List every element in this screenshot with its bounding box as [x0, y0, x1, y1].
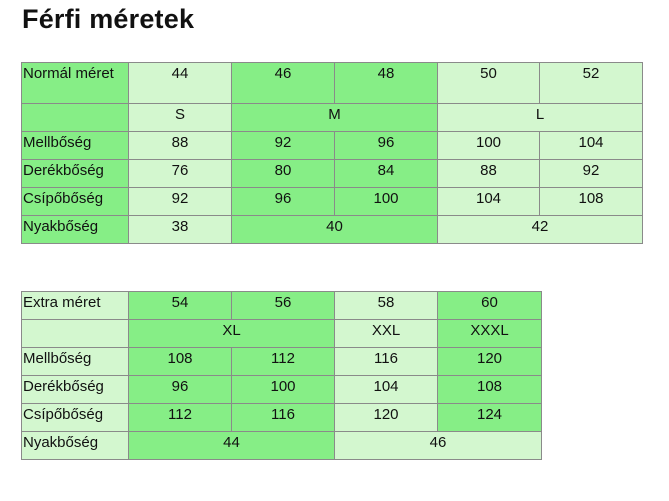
measurement-row — [22, 160, 643, 188]
value-cell: 104 — [540, 132, 643, 160]
value-cell: 112 — [232, 348, 335, 376]
letter-size-cell: XXXL — [438, 320, 542, 348]
size-cell: 54 — [129, 292, 232, 320]
letter-size-cell: L — [438, 104, 643, 132]
empty-label-cell — [22, 320, 129, 348]
empty-label-cell — [22, 104, 129, 132]
letter-size-cell: XL — [129, 320, 335, 348]
size-cell: 50 — [438, 63, 540, 104]
value-cell: 42 — [438, 216, 643, 244]
measurement-row — [22, 348, 542, 376]
page-title: Férfi méretek — [22, 4, 195, 34]
size-cell: 56 — [232, 292, 335, 320]
value-cell: 100 — [335, 188, 438, 216]
row-label: Csípőbőség — [22, 404, 129, 432]
row-label: Nyakbőség — [22, 216, 129, 244]
letter-size-row — [22, 104, 643, 132]
row-label: Normál méret — [22, 63, 129, 104]
value-cell: 100 — [438, 132, 540, 160]
size-cell: 44 — [129, 63, 232, 104]
value-cell: 116 — [335, 348, 438, 376]
value-cell: 88 — [438, 160, 540, 188]
value-cell: 108 — [540, 188, 643, 216]
letter-size-cell: S — [129, 104, 232, 132]
value-cell: 100 — [232, 376, 335, 404]
size-cell: 46 — [232, 63, 335, 104]
value-cell: 38 — [129, 216, 232, 244]
row-label: Csípőbőség — [22, 188, 129, 216]
size-cell: 52 — [540, 63, 643, 104]
normal-size-table — [21, 62, 643, 244]
value-cell: 120 — [438, 348, 542, 376]
value-cell: 104 — [335, 376, 438, 404]
size-cell: 58 — [335, 292, 438, 320]
value-cell: 108 — [129, 348, 232, 376]
row-label: Mellbőség — [22, 348, 129, 376]
row-label: Extra méret — [22, 292, 129, 320]
size-row — [22, 292, 542, 320]
neck-row — [22, 432, 542, 460]
measurement-row — [22, 404, 542, 432]
value-cell: 96 — [129, 376, 232, 404]
value-cell: 88 — [129, 132, 232, 160]
value-cell: 124 — [438, 404, 542, 432]
value-cell: 40 — [232, 216, 438, 244]
measurement-row — [22, 132, 643, 160]
value-cell: 44 — [129, 432, 335, 460]
measurement-row — [22, 376, 542, 404]
row-label: Derékbőség — [22, 376, 129, 404]
row-label: Nyakbőség — [22, 432, 129, 460]
size-row — [22, 63, 643, 104]
size-cell: 48 — [335, 63, 438, 104]
value-cell: 120 — [335, 404, 438, 432]
neck-row — [22, 216, 643, 244]
value-cell: 84 — [335, 160, 438, 188]
size-cell: 60 — [438, 292, 542, 320]
value-cell: 96 — [232, 188, 335, 216]
value-cell: 92 — [232, 132, 335, 160]
letter-size-cell: XXL — [335, 320, 438, 348]
letter-size-cell: M — [232, 104, 438, 132]
value-cell: 104 — [438, 188, 540, 216]
extra-size-table — [21, 291, 542, 460]
measurement-row — [22, 188, 643, 216]
value-cell: 80 — [232, 160, 335, 188]
value-cell: 92 — [540, 160, 643, 188]
value-cell: 96 — [335, 132, 438, 160]
value-cell: 92 — [129, 188, 232, 216]
value-cell: 112 — [129, 404, 232, 432]
value-cell: 76 — [129, 160, 232, 188]
row-label: Mellbőség — [22, 132, 129, 160]
value-cell: 46 — [335, 432, 542, 460]
value-cell: 116 — [232, 404, 335, 432]
value-cell: 108 — [438, 376, 542, 404]
letter-size-row — [22, 320, 542, 348]
row-label: Derékbőség — [22, 160, 129, 188]
